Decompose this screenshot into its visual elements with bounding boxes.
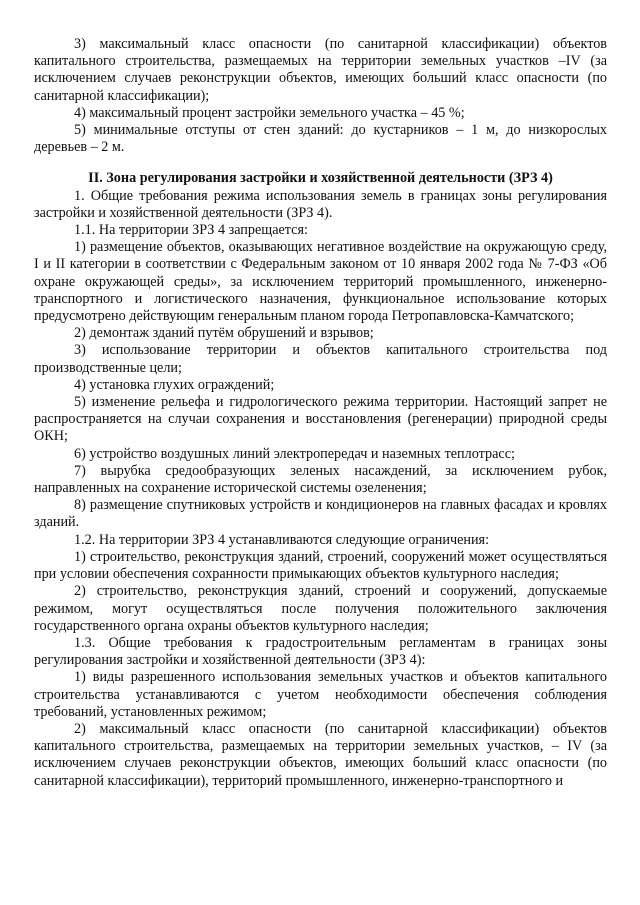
paragraph-prohibited-5: 5) изменение рельефа и гидрологического режима территории. Настоящий запрет не распространяется на случаи сохранения и восстановления (регенерации) природной среды ОКН; — [34, 394, 607, 445]
paragraph-prohibited-intro: 1.1. На территории ЗРЗ 4 запрещается: — [74, 222, 308, 239]
paragraph-max-hazard-class: 3) максимальный класс опасности (по санитарной классификации) объектов капитального строительства, размещаемых на территории земельных участков –IV (за исключением случаев реконструкции объектов, имеющих больший класс опасности (по санитарной классификации); — [34, 36, 607, 104]
paragraph-prohibited-3: 3) использование территории и объектов капитального строительства под производственные цели; — [34, 342, 607, 376]
paragraph-prohibited-1: 1) размещение объектов, оказывающих негативное воздействие на окружающую среду, I и II категории в соответствии с Федеральным законом от 10 января 2002 года № 7-ФЗ «Об охране окружающей среды», за исключением территорий промышленного, инженерно-транспортного и логистического назначения, функциональное использование которых предусмотрено действующим генеральным планом города Петропавловска-Камчатского; — [34, 239, 607, 325]
paragraph-restriction-1: 1) строительство, реконструкция зданий, строений, сооружений может осуществляться при условии обеспечения сохранности примыкающих объектов культурного наследия; — [34, 548, 607, 583]
section-heading-zrz4: II. Зона регулирования застройки и хозяйственной деятельности (ЗРЗ 4) — [88, 170, 553, 187]
paragraph-max-building-percent: 4) максимальный процент застройки земельного участка – 45 %; — [74, 104, 465, 121]
paragraph-regulations-intro: 1.3. Общие требования к градостроительным регламентам в границах зоны регулирования застройки и хозяйственной деятельности (ЗРЗ 4): — [34, 634, 607, 669]
paragraph-general-requirements: 1. Общие требования режима использования земель в границах зоны регулирования застройки и хозяйственной деятельности (ЗРЗ 4). — [34, 187, 607, 221]
paragraph-regulation-2: 2) максимальный класс опасности (по санитарной классификации) объектов капитального строительства, размещаемых на территории земельных участков, – IV (за исключением случаев реконструкции объектов, имеющих больший класс опасности (по санитарной классификации), территорий промышленного, инженерно-транспортного и — [34, 720, 607, 789]
paragraph-prohibited-2: 2) демонтаж зданий путём обрушений и взрывов; — [74, 325, 374, 342]
paragraph-regulation-1: 1) виды разрешенного использования земельных участков и объектов капитального строительства устанавливаются с учетом необходимости обеспечения соблюдения требований, установленных режимом; — [34, 669, 607, 720]
paragraph-restriction-2: 2) строительство, реконструкция зданий, строений и сооружений, допускаемые режимом, могут осуществляться после получения положительного заключения государственного органа охраны объектов культурного наследия; — [34, 583, 607, 634]
document-page — [34, 36, 607, 790]
paragraph-min-setbacks: 5) минимальные отступы от стен зданий: до кустарников – 1 м, до низкорослых деревьев – 2 м. — [34, 122, 607, 156]
paragraph-prohibited-7: 7) вырубка средообразующих зеленых насаждений, за исключением рубок, направленных на сохранение исторической системы озеленения; — [34, 462, 607, 497]
paragraph-prohibited-8: 8) размещение спутниковых устройств и кондиционеров на главных фасадах и кровлях зданий. — [34, 497, 607, 531]
paragraph-prohibited-6: 6) устройство воздушных линий электропередач и наземных теплотрасс; — [74, 445, 515, 462]
paragraph-restrictions-intro: 1.2. На территории ЗРЗ 4 устанавливаются следующие ограничения: — [74, 531, 490, 548]
paragraph-prohibited-4: 4) установка глухих ограждений; — [74, 376, 275, 393]
